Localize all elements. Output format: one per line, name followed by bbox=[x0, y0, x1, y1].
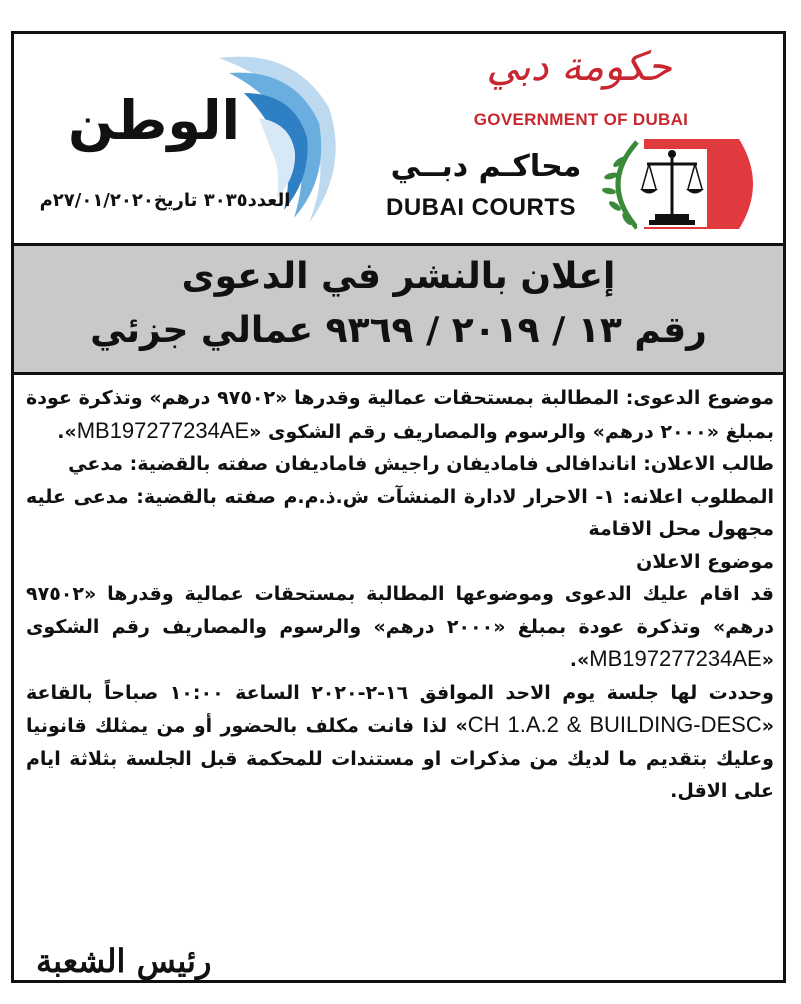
courts-name-arabic: محاكـم دبــي bbox=[390, 149, 582, 184]
complaint-number-repeat: MB197277234AE bbox=[589, 646, 762, 671]
claimant-paragraph: طالب الاعلان: اناندافالى فاماديفان راجيش فاماديفان صفته بالقضية: مدعي bbox=[68, 453, 774, 475]
case-subject-paragraph: موضوع الدعوى: المطالبة بمستحقات عمالية وقدرها «٩٧٥٠٢ درهم» وتذكرة عودة بمبلغ «٢٠٠٠ درهم» والرسوم والمصاريف رقم الشكوى «MB197277234AE». bbox=[26, 387, 774, 443]
newspaper-name: الوطن bbox=[67, 89, 241, 152]
issue-line: العدد٣٠٣٥ تاريخ٢٧/٠١/٢٠٢٠م bbox=[39, 190, 291, 211]
notice-body bbox=[26, 382, 774, 808]
scales-of-justice-emblem-icon bbox=[589, 134, 769, 234]
notice-title: إعلان بالنشر في الدعوى bbox=[181, 256, 616, 297]
hearing-paragraph: وحددت لها جلسة يوم الاحد الموافق ١٦-٢-٢٠٢٠ الساعة ١٠:٠٠ صباحاً بالقاعة «CH 1.A.2 & BUILDING-DESC» لذا فانت مكلف بالحضور أو من يمثلك قانونيا وعليك بتقديم ما لديك من مذكرات او مستندات للمحكمة قبل الجلسة بثلاثة ايام على الاقل. bbox=[26, 681, 774, 802]
defendant-paragraph: المطلوب اعلانه: ١- الاحرار لادارة المنشآت ش.ذ.م.م صفته بالقضية: مدعى عليه مجهول محل الاقامة bbox=[26, 485, 775, 540]
government-logo-arabic: حكومة دبي bbox=[486, 44, 672, 90]
complaint-number: MB197277234AE bbox=[76, 417, 250, 443]
case-number: رقم ١٣ / ٢٠١٩ / ٩٣٦٩ عمالي جزئي bbox=[90, 310, 707, 351]
signature-title: رئيس الشعبة bbox=[36, 942, 212, 980]
header bbox=[14, 34, 783, 242]
notice-subject-heading: موضوع الاعلان bbox=[636, 550, 774, 573]
title-band bbox=[14, 243, 783, 375]
notice-frame bbox=[11, 31, 786, 983]
courts-name-english: DUBAI COURTS bbox=[386, 194, 576, 221]
notice-details-paragraph: قد اقام عليك الدعوى وموضوعها المطالبة بمستحقات عمالية وقدرها «٩٧٥٠٢ درهم» وتذكرة عودة بمبلغ «٢٠٠٠ درهم» والرسوم والمصاريف رقم الشكوى «MB197277234AE». bbox=[26, 583, 775, 671]
hall-name: CH 1.A.2 & BUILDING-DESC bbox=[467, 712, 762, 737]
government-logo-english: GOVERNMENT OF DUBAI bbox=[473, 110, 689, 129]
